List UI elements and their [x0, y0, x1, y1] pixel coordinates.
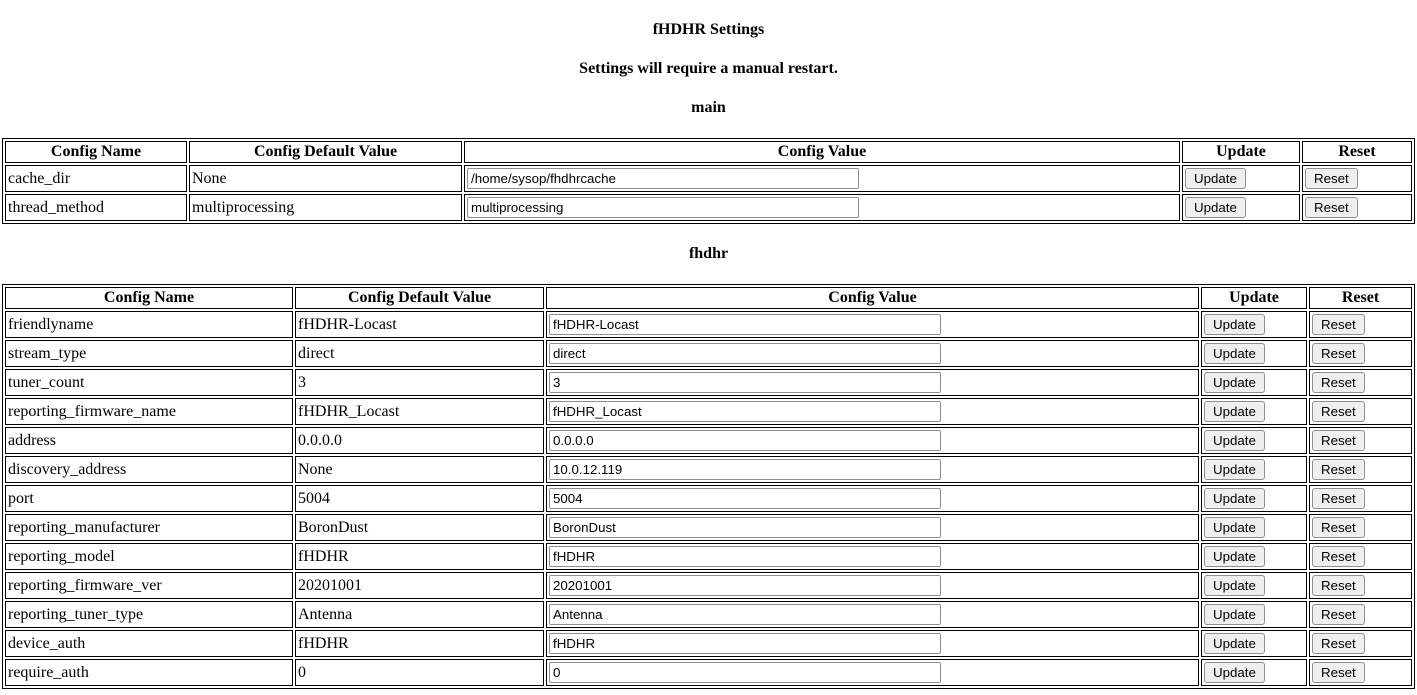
update-cell [1201, 398, 1307, 425]
update-cell [1201, 340, 1307, 367]
config-value-cell [546, 485, 1199, 512]
config-name-cell: thread_method [5, 194, 187, 221]
config-default-value-cell: None [189, 165, 462, 192]
config-value-cell [546, 369, 1199, 396]
reset-cell [1309, 514, 1412, 541]
config-value-cell [546, 543, 1199, 570]
config-value-cell [546, 572, 1199, 599]
config-value-cell [464, 165, 1180, 192]
reset-button[interactable]: Reset [1312, 430, 1365, 451]
config-value-input[interactable] [467, 197, 859, 218]
reset-cell [1309, 340, 1412, 367]
reset-button[interactable]: Reset [1312, 633, 1365, 654]
config-default-value-cell: fHDHR_Locast [295, 398, 544, 425]
config-name-cell: address [5, 427, 293, 454]
config-row [5, 427, 1412, 454]
reset-cell [1302, 165, 1412, 192]
config-name-cell: reporting_firmware_name [5, 398, 293, 425]
config-default-value-cell: multiprocessing [189, 194, 462, 221]
reset-button[interactable]: Reset [1305, 197, 1358, 218]
update-cell [1201, 572, 1307, 599]
restart-warning: Settings will require a manual restart. [579, 60, 838, 77]
reset-button[interactable]: Reset [1312, 575, 1365, 596]
update-cell [1201, 659, 1307, 686]
reset-button[interactable]: Reset [1312, 459, 1365, 480]
reset-button[interactable]: Reset [1312, 662, 1365, 683]
update-cell [1201, 427, 1307, 454]
config-row [5, 485, 1412, 512]
config-value-cell [546, 601, 1199, 628]
config-value-cell [464, 194, 1180, 221]
config-default-value-cell: BoronDust [295, 514, 544, 541]
config-value-input[interactable] [549, 662, 941, 683]
config-row [5, 514, 1412, 541]
config-default-value-cell: None [295, 456, 544, 483]
config-value-input[interactable] [467, 168, 859, 189]
config-value-input[interactable] [549, 401, 941, 422]
config-name-cell: require_auth [5, 659, 293, 686]
config-value-header: Config Value [464, 141, 1180, 163]
config-name-cell: device_auth [5, 630, 293, 657]
config-row [5, 194, 1412, 221]
config-row [5, 601, 1412, 628]
update-button[interactable]: Update [1204, 343, 1265, 364]
update-button[interactable]: Update [1204, 488, 1265, 509]
update-cell [1201, 601, 1307, 628]
config-name-header: Config Name [5, 141, 187, 163]
reset-cell [1309, 427, 1412, 454]
config-default-value-cell: 5004 [295, 485, 544, 512]
update-button[interactable]: Update [1204, 517, 1265, 538]
reset-cell [1309, 456, 1412, 483]
update-button[interactable]: Update [1204, 633, 1265, 654]
update-header: Update [1182, 141, 1300, 163]
config-value-input[interactable] [549, 604, 941, 625]
reset-button[interactable]: Reset [1312, 546, 1365, 567]
config-default-value-cell: Antenna [295, 601, 544, 628]
config-row [5, 456, 1412, 483]
config-name-cell: reporting_firmware_ver [5, 572, 293, 599]
table-header-row [5, 287, 1412, 309]
config-value-cell [546, 514, 1199, 541]
update-button[interactable]: Update [1204, 459, 1265, 480]
config-default-value-cell: fHDHR [295, 543, 544, 570]
config-default-value-cell: fHDHR [295, 630, 544, 657]
config-name-cell: reporting_manufacturer [5, 514, 293, 541]
update-cell [1201, 456, 1307, 483]
reset-button[interactable]: Reset [1312, 372, 1365, 393]
page-title: fHDHR Settings [652, 21, 765, 38]
config-row [5, 398, 1412, 425]
config-value-cell [546, 659, 1199, 686]
reset-cell [1309, 659, 1412, 686]
config-value-input[interactable] [549, 575, 941, 596]
config-value-cell [546, 311, 1199, 338]
reset-button[interactable]: Reset [1312, 343, 1365, 364]
update-button[interactable]: Update [1204, 546, 1265, 567]
update-cell [1201, 311, 1307, 338]
config-name-header: Config Name [5, 287, 293, 309]
reset-header: Reset [1309, 287, 1412, 309]
config-row [5, 659, 1412, 686]
section-heading-fhdhr: fhdhr [688, 245, 729, 262]
update-button[interactable]: Update [1185, 168, 1246, 189]
config-name-cell: reporting_model [5, 543, 293, 570]
config-value-cell [546, 340, 1199, 367]
config-value-input[interactable] [549, 546, 941, 567]
update-button[interactable]: Update [1204, 662, 1265, 683]
config-value-input[interactable] [549, 488, 941, 509]
reset-header: Reset [1302, 141, 1412, 163]
config-row [5, 311, 1412, 338]
reset-cell [1302, 194, 1412, 221]
config-value-cell [546, 630, 1199, 657]
config-name-cell: tuner_count [5, 369, 293, 396]
config-value-input[interactable] [549, 430, 941, 451]
reset-cell [1309, 572, 1412, 599]
config-name-cell: discovery_address [5, 456, 293, 483]
config-value-cell [546, 427, 1199, 454]
update-button[interactable]: Update [1185, 197, 1246, 218]
config-value-input[interactable] [549, 372, 941, 393]
config-default-value-cell: 20201001 [295, 572, 544, 599]
config-default-value-cell: direct [295, 340, 544, 367]
config-table-main [2, 138, 1415, 224]
config-default-value-cell: fHDHR-Locast [295, 311, 544, 338]
reset-cell [1309, 630, 1412, 657]
config-default-value-cell: 0.0.0.0 [295, 427, 544, 454]
config-row [5, 572, 1412, 599]
config-name-cell: cache_dir [5, 165, 187, 192]
config-value-input[interactable] [549, 343, 941, 364]
update-button[interactable]: Update [1204, 314, 1265, 335]
reset-button[interactable]: Reset [1312, 314, 1365, 335]
config-row [5, 340, 1412, 367]
config-name-cell: stream_type [5, 340, 293, 367]
config-row [5, 630, 1412, 657]
config-row [5, 165, 1412, 192]
reset-button[interactable]: Reset [1312, 488, 1365, 509]
config-value-input[interactable] [549, 517, 941, 538]
update-cell [1201, 630, 1307, 657]
reset-cell [1309, 543, 1412, 570]
config-value-input[interactable] [549, 314, 941, 335]
config-default-value-cell: 3 [295, 369, 544, 396]
update-cell [1201, 369, 1307, 396]
reset-button[interactable]: Reset [1312, 401, 1365, 422]
config-value-cell [546, 398, 1199, 425]
update-cell [1201, 543, 1307, 570]
table-header-row [5, 141, 1412, 163]
config-name-cell: reporting_tuner_type [5, 601, 293, 628]
update-button[interactable]: Update [1204, 430, 1265, 451]
update-button[interactable]: Update [1204, 604, 1265, 625]
update-button[interactable]: Update [1204, 575, 1265, 596]
update-button[interactable]: Update [1204, 372, 1265, 393]
update-cell [1201, 485, 1307, 512]
config-row [5, 369, 1412, 396]
update-cell [1182, 165, 1300, 192]
config-value-input[interactable] [549, 459, 941, 480]
reset-cell [1309, 485, 1412, 512]
reset-cell [1309, 601, 1412, 628]
config-value-header: Config Value [546, 287, 1199, 309]
reset-button[interactable]: Reset [1312, 517, 1365, 538]
reset-cell [1309, 398, 1412, 425]
config-name-cell: port [5, 485, 293, 512]
update-cell [1201, 514, 1307, 541]
update-header: Update [1201, 287, 1307, 309]
config-default-value-header: Config Default Value [189, 141, 462, 163]
section-heading-main: main [691, 99, 726, 116]
config-value-input[interactable] [549, 633, 941, 654]
update-cell [1182, 194, 1300, 221]
config-table-fhdhr [2, 284, 1415, 689]
config-row [5, 543, 1412, 570]
reset-cell [1309, 311, 1412, 338]
config-default-value-header: Config Default Value [295, 287, 544, 309]
update-button[interactable]: Update [1204, 401, 1265, 422]
reset-button[interactable]: Reset [1305, 168, 1358, 189]
reset-cell [1309, 369, 1412, 396]
config-default-value-cell: 0 [295, 659, 544, 686]
reset-button[interactable]: Reset [1312, 604, 1365, 625]
config-name-cell: friendlyname [5, 311, 293, 338]
config-value-cell [546, 456, 1199, 483]
